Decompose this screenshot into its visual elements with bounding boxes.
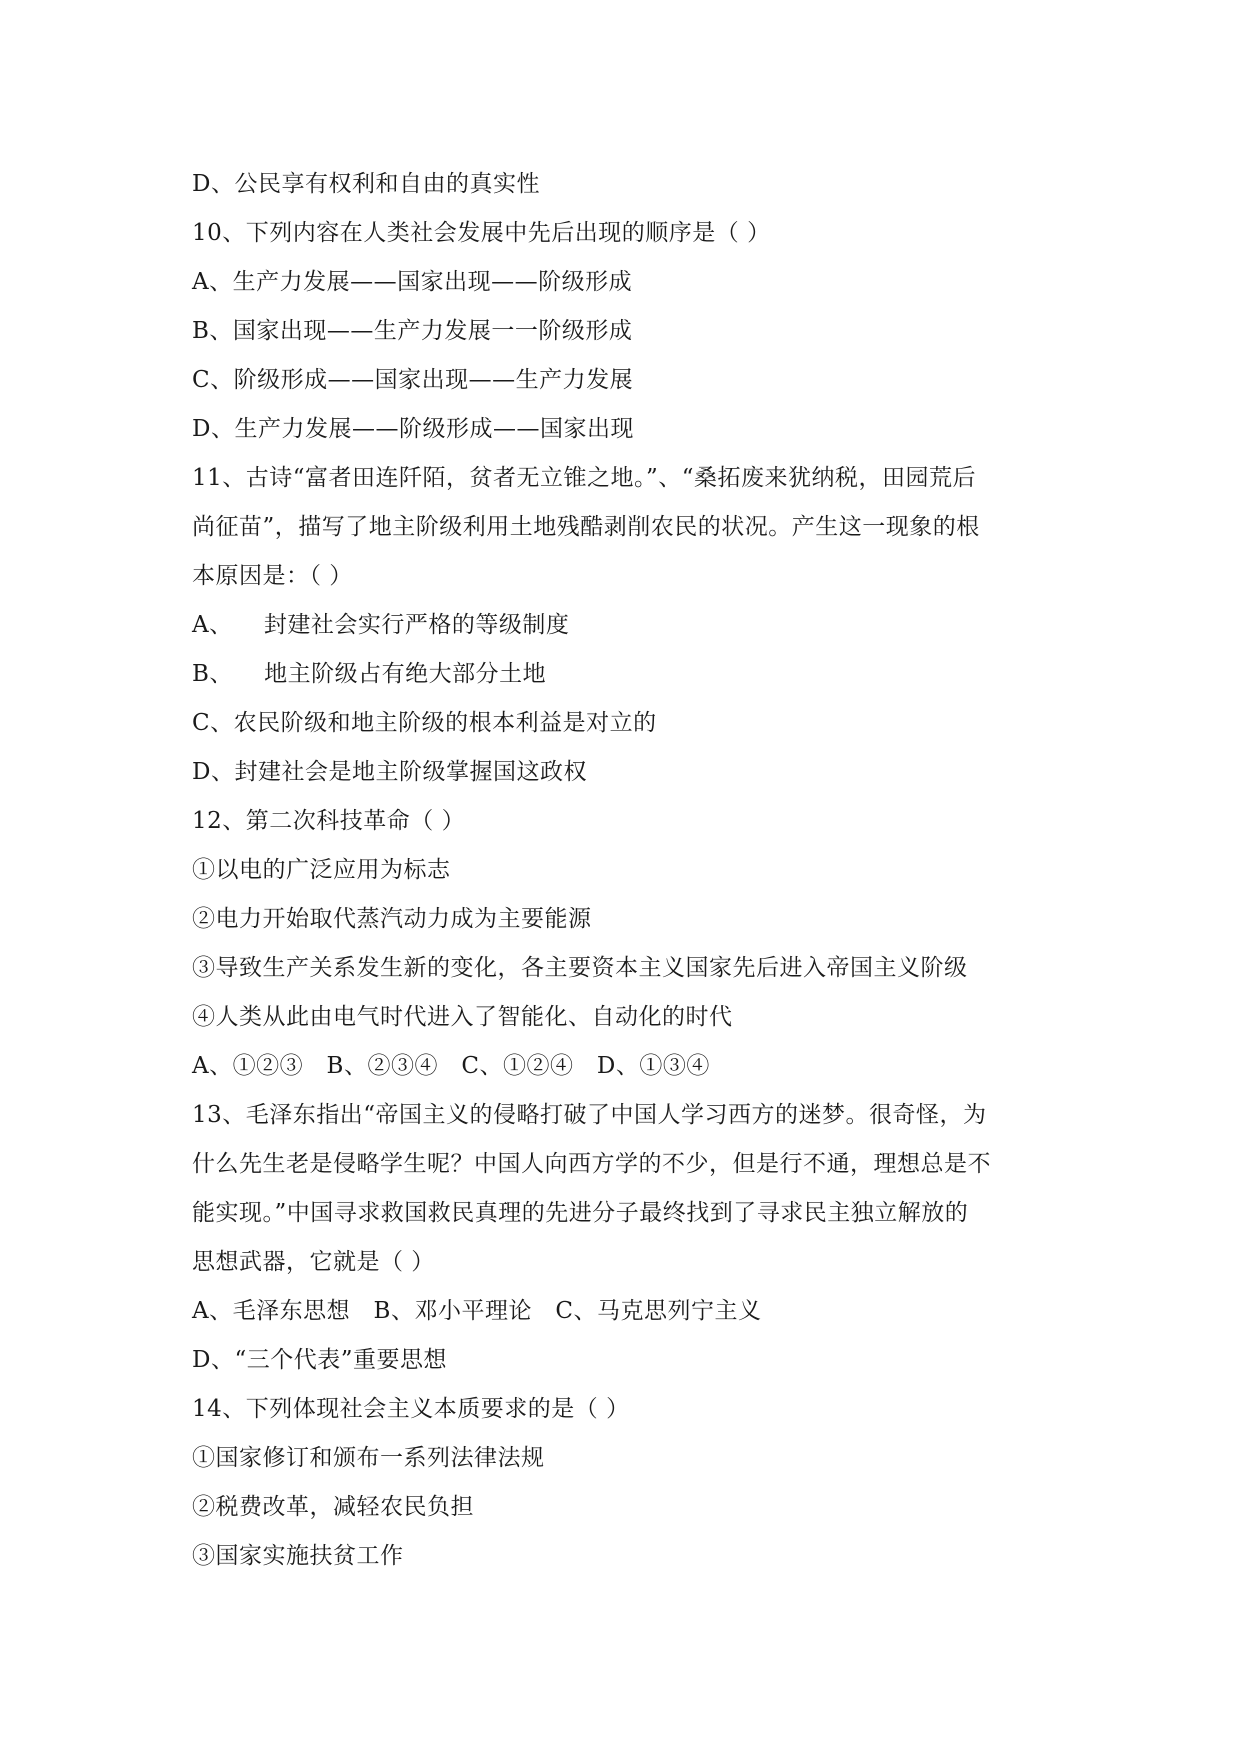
- statement-line: ③导致生产关系发生新的变化，各主要资本主义国家先后进入帝国主义阶级: [192, 955, 968, 981]
- option-line: C、农民阶级和地主阶级的根本利益是对立的: [192, 710, 657, 736]
- option-line: A、①②③ B、②③④ C、①②④ D、①③④: [192, 1053, 710, 1079]
- statement-line: ③国家实施扶贫工作: [192, 1543, 404, 1569]
- option-line: A、 封建社会实行严格的等级制度: [192, 612, 570, 638]
- statement-line: ④人类从此由电气时代进入了智能化、自动化的时代: [192, 1004, 733, 1030]
- question-13-cont: 什么先生老是侵略学生呢？中国人向西方学的不少，但是行不通，理想总是不: [192, 1151, 991, 1177]
- question-11-cont: 本原因是：（ ）: [192, 563, 353, 589]
- statement-line: ②税费改革，减轻农民负担: [192, 1494, 474, 1520]
- option-line: B、国家出现——生产力发展一一阶级形成: [192, 318, 633, 344]
- statement-line: ②电力开始取代蒸汽动力成为主要能源: [192, 906, 592, 932]
- question-13-cont: 思想武器，它就是（ ）: [192, 1249, 435, 1275]
- question-13-cont: 能实现。”中国寻求救国救民真理的先进分子最终找到了寻求民主独立解放的: [192, 1200, 969, 1226]
- question-14: 14、下列体现社会主义本质要求的是（ ）: [192, 1396, 630, 1422]
- option-line: A、生产力发展——国家出现——阶级形成: [192, 269, 633, 295]
- question-13: 13、毛泽东指出“帝国主义的侵略打破了中国人学习西方的迷梦。很奇怪，为: [192, 1102, 987, 1128]
- option-line: D、封建社会是地主阶级掌握国这政权: [192, 759, 587, 785]
- document-body: [192, 160, 1062, 1581]
- statement-line: ①国家修订和颁布一系列法律法规: [192, 1445, 545, 1471]
- question-11-cont: 尚征苗”，描写了地主阶级利用土地残酷剥削农民的状况。产生这一现象的根: [192, 514, 980, 540]
- question-10: 10、下列内容在人类社会发展中先后出现的顺序是（ ）: [192, 220, 771, 246]
- option-line: D、公民享有权利和自由的真实性: [192, 171, 540, 197]
- option-line: D、生产力发展——阶级形成——国家出现: [192, 416, 634, 442]
- question-12: 12、第二次科技革命（ ）: [192, 808, 466, 834]
- option-line: C、阶级形成——国家出现——生产力发展: [192, 367, 634, 393]
- statement-line: ①以电的广泛应用为标志: [192, 857, 451, 883]
- option-line: D、“三个代表”重要思想: [192, 1347, 447, 1373]
- option-line: A、毛泽东思想 B、邓小平理论 C、马克思列宁主义: [192, 1298, 762, 1324]
- question-11: 11、古诗“富者田连阡陌，贫者无立锥之地。”、“桑拓废来犹纳税，田园荒后: [192, 465, 977, 491]
- option-line: B、 地主阶级占有绝大部分土地: [192, 661, 547, 687]
